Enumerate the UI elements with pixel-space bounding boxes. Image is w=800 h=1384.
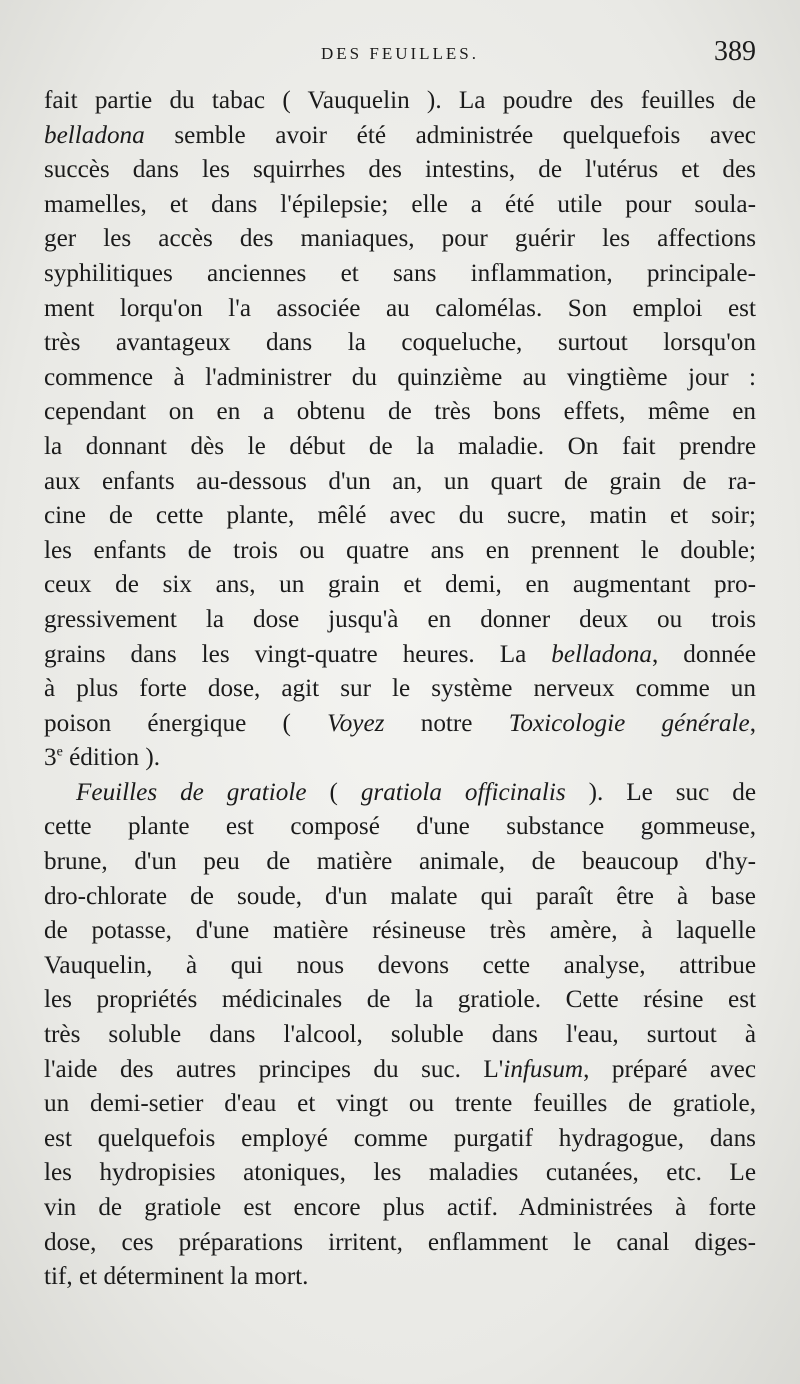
text-line: [44, 568, 756, 603]
text-segment: succès dans les squirrhes des intestins, de l'utérus et des: [44, 156, 756, 184]
text-line: [44, 153, 756, 188]
text-segment: gressivement la dose jusqu'à en donner deux ou trois: [44, 605, 756, 633]
text-segment: Vauquelin, à qui nous devons cette analyse, attribue: [44, 951, 756, 979]
text-segment: très soluble dans l'alcool, soluble dans l'eau, surtout à: [44, 1021, 756, 1049]
text-segment: un demi-setier d'eau et vingt ou trente feuilles de gratiole,: [44, 1090, 756, 1118]
page-number: 389: [714, 36, 756, 67]
text-line: [44, 84, 756, 119]
text-segment: aux enfants au-dessous d'un an, un quart de grain de ra-: [44, 467, 756, 495]
body-text: [44, 84, 756, 1295]
running-head: DES FEUILLES.: [321, 44, 479, 63]
text-line: [44, 1260, 756, 1295]
text-line: [44, 880, 756, 915]
text-segment: les hydropisies atoniques, les maladies cutanées, etc. Le: [44, 1159, 756, 1187]
text-line: [44, 638, 756, 673]
text-segment: cette plante est composé d'une substance gommeuse,: [44, 813, 756, 841]
text-line: [44, 776, 756, 811]
text-line: [44, 361, 756, 396]
text-segment: 3: [44, 744, 57, 772]
text-line: [44, 188, 756, 223]
text-line: [44, 741, 756, 776]
text-line: [44, 499, 756, 534]
text-segment: grains dans les vingt-quatre heures. La: [44, 640, 552, 668]
page-header: [0, 36, 800, 76]
text-segment: cependant on en a obtenu de très bons effets, même en: [44, 398, 756, 426]
text-line: [44, 395, 756, 430]
text-line: [44, 534, 756, 569]
italic-text: infusum: [503, 1055, 584, 1083]
text-segment: ,: [749, 709, 756, 737]
text-segment: (: [306, 778, 361, 806]
text-line: [44, 119, 756, 154]
text-segment: à plus forte dose, agit sur le système nerveux comme un: [44, 675, 756, 703]
text-segment: la donnant dès le début de la maladie. On fait prendre: [44, 432, 756, 460]
text-line: [44, 1018, 756, 1053]
text-line: [44, 914, 756, 949]
text-line: [44, 465, 756, 500]
text-segment: fait partie du tabac ( Vauquelin ). La poudre des feuilles de: [44, 87, 756, 114]
text-line: [44, 1053, 756, 1088]
italic-text: Feuilles de gratiole: [76, 778, 307, 806]
text-segment: ger les accès des maniaques, pour guérir les affections: [44, 225, 756, 253]
text-segment: brune, d'un peu de matière animale, de beaucoup d'hy-: [44, 848, 756, 876]
text-line: [44, 810, 756, 845]
text-segment: les propriétés médicinales de la gratiole. Cette résine est: [44, 986, 756, 1014]
text-segment: cine de cette plante, mêlé avec du sucre, matin et soir;: [44, 502, 756, 530]
italic-text: Toxicologie générale: [508, 709, 750, 737]
text-segment: syphilitiques anciennes et sans inflammation, principale-: [44, 259, 756, 287]
text-line: [44, 672, 756, 707]
text-segment: , donnée: [652, 640, 757, 668]
text-segment: , préparé avec: [583, 1055, 756, 1083]
text-line: [44, 949, 756, 984]
text-segment: semble avoir été administrée quelquefois avec: [144, 121, 756, 149]
italic-text: belladona: [44, 121, 145, 149]
text-line: [44, 1191, 756, 1226]
text-line: [44, 292, 756, 327]
italic-text: belladona: [551, 640, 652, 668]
text-line: [44, 603, 756, 638]
text-line: [44, 1122, 756, 1157]
text-segment: de potasse, d'une matière résineuse très amère, à laquelle: [44, 917, 756, 945]
text-segment: très avantageux dans la coqueluche, surtout lorsqu'on: [44, 329, 756, 357]
text-line: [44, 845, 756, 880]
text-segment: les enfants de trois ou quatre ans en prennent le double;: [44, 536, 756, 564]
italic-text: gratiola officinalis: [360, 778, 566, 806]
text-line: [44, 1087, 756, 1122]
text-line: [44, 430, 756, 465]
text-segment: ment lorqu'on l'a associée au calomélas. Son emploi est: [44, 294, 756, 322]
text-segment: l'aide des autres principes du suc. L': [44, 1055, 504, 1083]
text-segment: vin de gratiole est encore plus actif. Administrées à forte: [44, 1194, 756, 1221]
text-segment: commence à l'administrer du quinzième au vingtième jour :: [44, 363, 756, 391]
text-line: [44, 707, 756, 742]
text-line: [44, 326, 756, 361]
text-segment: ceux de six ans, un grain et demi, en augmentant pro-: [44, 571, 756, 599]
text-segment: mamelles, et dans l'épilepsie; elle a été utile pour soula-: [44, 190, 756, 218]
text-segment: dro-chlorate de soude, d'un malate qui paraît être à base: [44, 882, 756, 910]
text-segment: tif, et déterminent la mort.: [44, 1263, 309, 1291]
text-segment: édition ).: [62, 744, 161, 772]
text-line: [44, 222, 756, 257]
text-segment: dose, ces préparations irritent, enflamment le canal diges-: [44, 1228, 756, 1256]
text-segment: ). Le suc de: [565, 778, 757, 806]
text-line: [44, 983, 756, 1018]
italic-text: Voyez: [327, 709, 385, 737]
text-segment: notre: [384, 709, 509, 737]
text-line: [44, 1226, 756, 1261]
superscript-text: e: [56, 744, 63, 760]
text-segment: est quelquefois employé comme purgatif hydragogue, dans: [44, 1124, 756, 1152]
text-line: [44, 257, 756, 292]
text-segment: poison énergique (: [44, 709, 328, 737]
text-line: [44, 1156, 756, 1191]
